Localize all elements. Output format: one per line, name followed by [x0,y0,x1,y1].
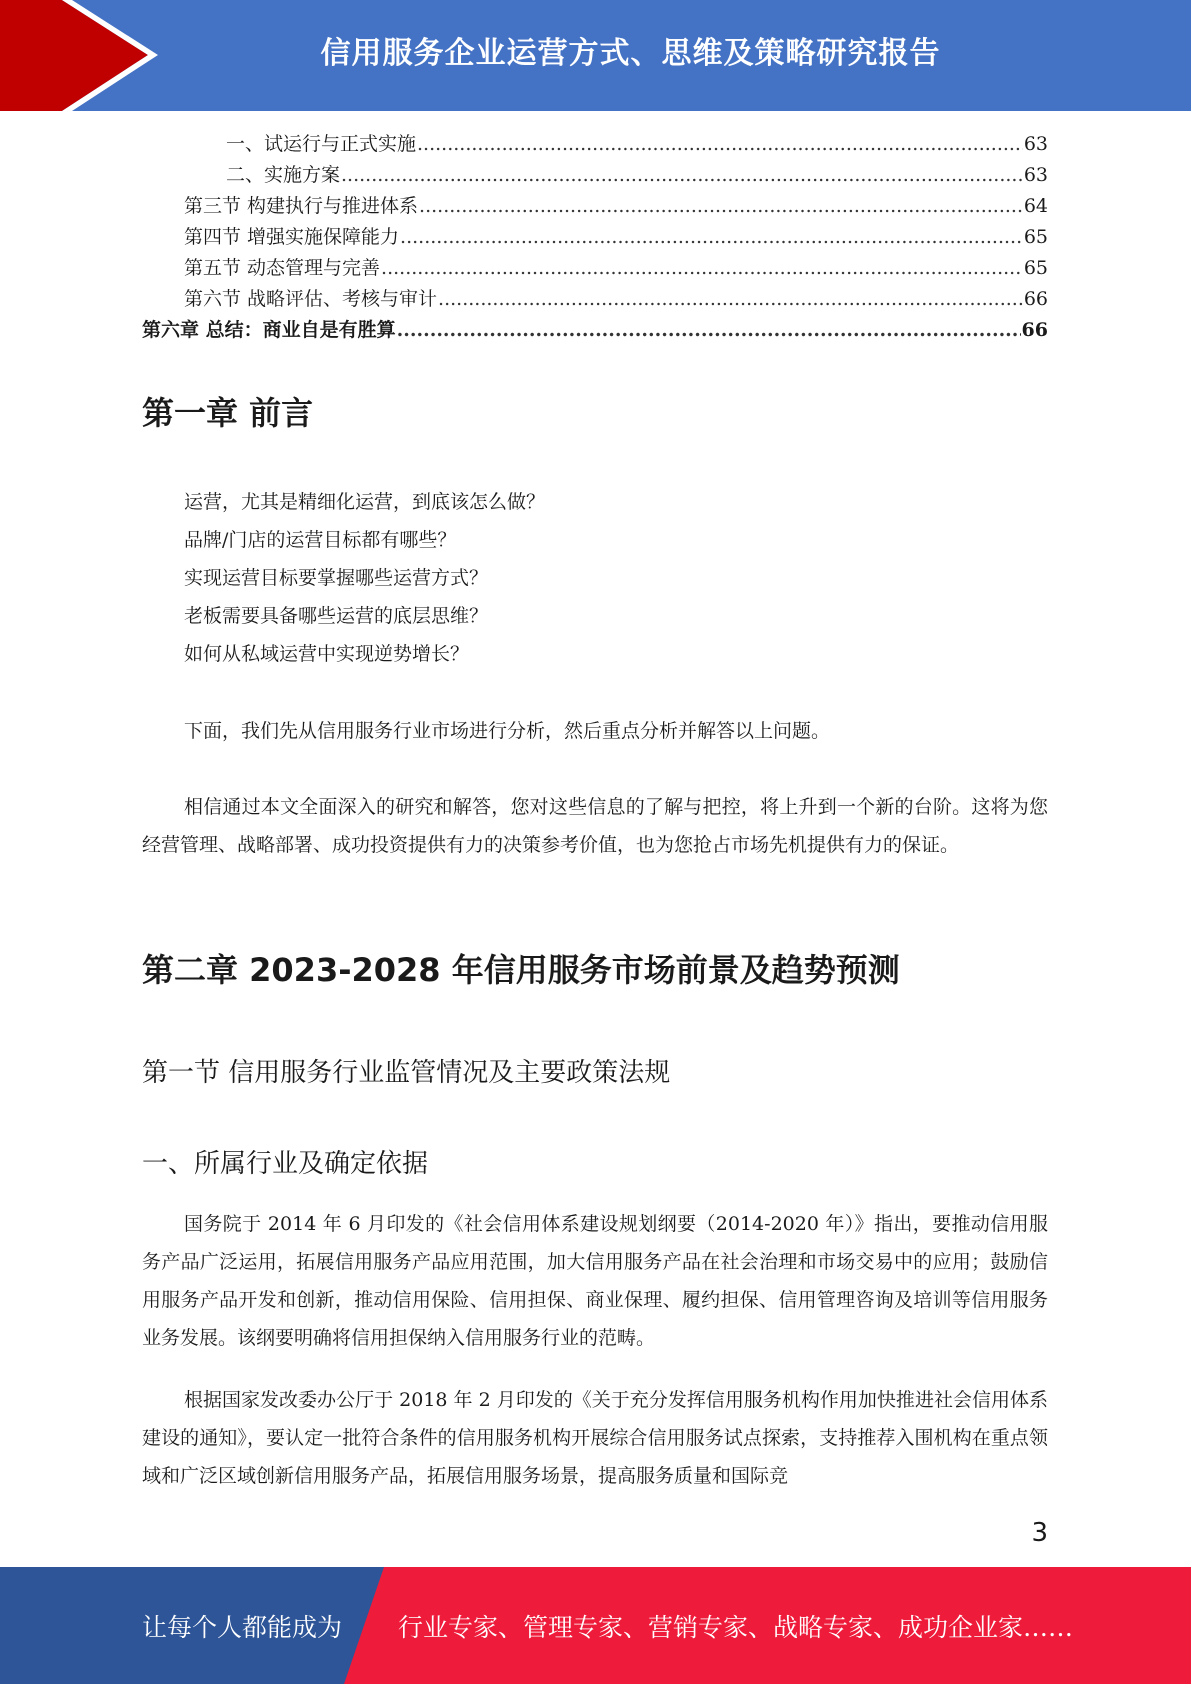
question-item: 实现运营目标要掌握哪些运营方式？ [184,567,489,589]
question-list [142,483,1048,673]
toc-leader-dots [419,195,1023,217]
toc-entry[interactable] [142,191,1048,222]
page-header [0,0,1191,111]
toc-entry-text: 第六章 总结：商业自是有胜算 [142,319,396,341]
toc-entry-page: 63 [1023,164,1048,186]
toc-leader-dots [400,226,1023,248]
intro-paragraph: 下面，我们先从信用服务行业市场进行分析，然后重点分析并解答以上问题。 [184,720,831,742]
toc-entry-text: 第六节 战略评估、考核与审计 [184,288,438,310]
table-of-contents [142,129,1048,346]
toc-entry[interactable] [142,160,1048,191]
question-item: 运营，尤其是精细化运营，到底该怎么做？ [184,491,546,513]
question-item: 如何从私域运营中实现逆势增长？ [184,643,470,665]
section-heading: 第一节 信用服务行业监管情况及主要政策法规 [142,1058,671,1088]
toc-entry-text: 第五节 动态管理与完善 [184,257,381,279]
page-number: 3 [1031,1518,1048,1548]
question-item: 老板需要具备哪些运营的底层思维？ [184,605,489,627]
toc-entry-page: 64 [1023,195,1048,217]
chapter2-heading: 第二章 2023-2028 年信用服务市场前景及趋势预测 [142,951,900,989]
toc-entry-text: 二、实施方案 [226,164,341,186]
toc-entry-page: 66 [1021,319,1048,341]
toc-entry-text: 第四节 增强实施保障能力 [184,226,400,248]
toc-entry-page: 65 [1023,257,1048,279]
toc-entry-page: 66 [1023,288,1048,310]
toc-entry-chapter[interactable] [142,315,1048,346]
toc-entry-page: 65 [1023,226,1048,248]
toc-entry[interactable] [142,253,1048,284]
toc-entry[interactable] [142,222,1048,253]
toc-leader-dots [341,164,1023,186]
intro-paragraph: 相信通过本文全面深入的研究和解答，您对这些信息的了解与把控，将上升到一个新的台阶。这将为您经营管理、战略部署、成功投资提供有力的决策参考价值，也为您抢占市场先机提供有力的保证。 [142,796,1048,856]
toc-leader-dots [417,133,1023,155]
toc-entry-page: 63 [1023,133,1048,155]
toc-entry-text: 第三节 构建执行与推进体系 [184,195,419,217]
chapter1-heading: 第一章 前言 [142,394,314,432]
toc-leader-dots [438,288,1023,310]
toc-entry[interactable] [142,129,1048,160]
toc-entry[interactable] [142,284,1048,315]
report-title: 信用服务企业运营方式、思维及策略研究报告 [320,36,941,71]
toc-leader-dots [381,257,1023,279]
footer-slogan-left: 让每个人都能成为 [142,1612,343,1642]
question-item: 品牌/门店的运营目标都有哪些？ [184,529,457,551]
toc-entry-text: 一、试运行与正式实施 [226,133,417,155]
toc-leader-dots [397,319,1021,341]
subsection-heading: 一、所属行业及确定依据 [142,1149,429,1179]
body-paragraph: 国务院于 2014 年 6 月印发的《社会信用体系建设规划纲要（2014-2020 年）》指出，要推动信用服务产品广泛运用，拓展信用服务产品应用范围，加大信用服务产品在社会治理和市场交易中的应用；鼓励信用服务产品开发和创新，推动信用保险、信用担保、商业保理、履约担保、信用管理咨询及培训等信用服务业务发展。该纲要明确将信用担保纳入信用服务行业的范畴。 [142,1213,1048,1349]
footer-slogan-right: 行业专家、管理专家、营销专家、战略专家、成功企业家…… [398,1612,1074,1642]
body-paragraph: 根据国家发改委办公厅于 2018 年 2 月印发的《关于充分发挥信用服务机构作用加快推进社会信用体系建设的通知》，要认定一批符合条件的信用服务机构开展综合信用服务试点探索，支持推荐入围机构在重点领域和广泛区域创新信用服务产品，拓展信用服务场景，提高服务质量和国际竞 [142,1389,1048,1487]
red-chevron-decoration [0,0,160,111]
page-footer [0,1567,1191,1684]
